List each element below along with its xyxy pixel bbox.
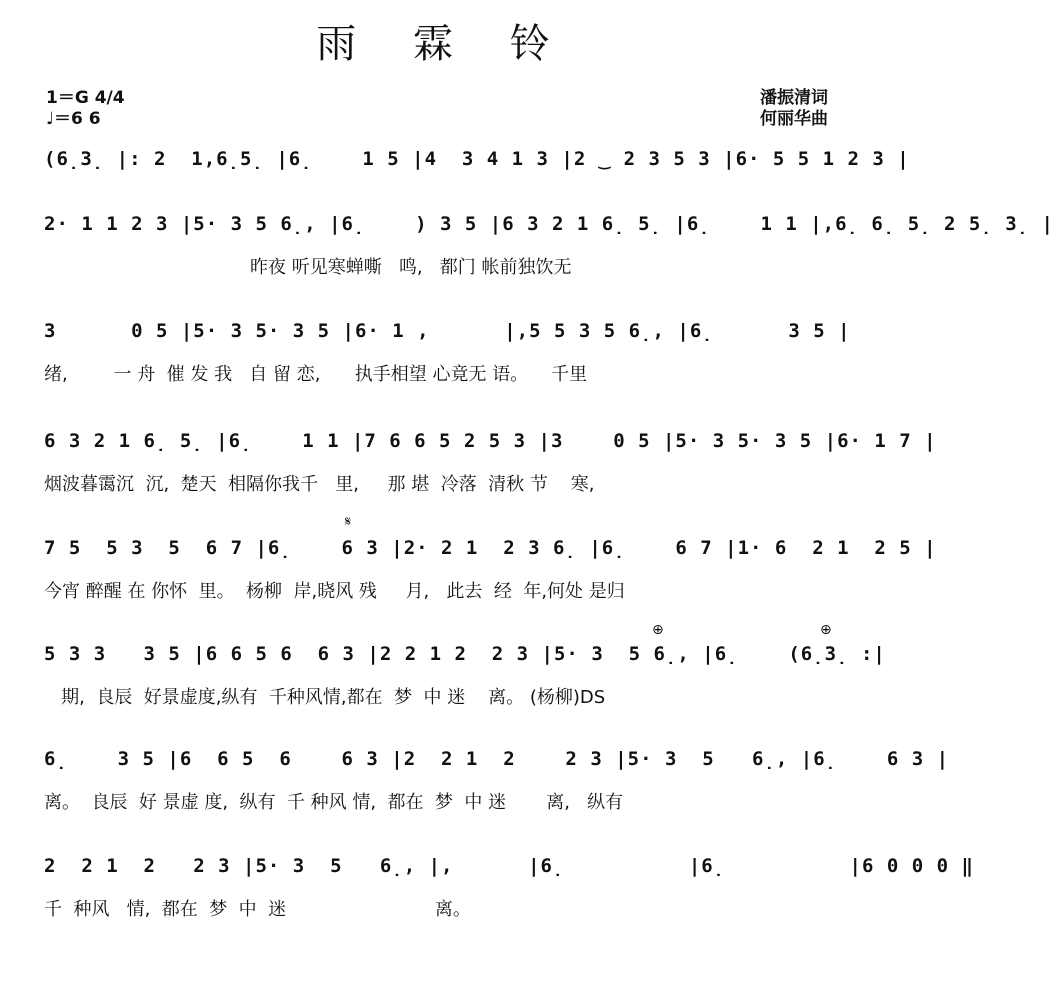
tempo-marking: ♩＝6 6: [46, 109, 101, 129]
lyric-line-6: 期, 良辰 好景虚度,纵有 千种风情,都在 梦 中 迷 离。 (杨柳)DS: [44, 687, 606, 708]
key-and-tempo: [46, 88, 125, 130]
notation-line-3: 3 0 5 |5· 3 5· 3 5 |6· 1 , |,5 5 3 5 6̣, |6̣ 3 5 |: [44, 320, 851, 342]
notation-line-8: 2 2 1 2 2 3 |5· 3 5 6̣, |, |6̣ |6̣ |6 0 0 0 ‖: [44, 855, 974, 877]
lyric-line-5: 今宵 醉醒 在 你怀 里。 杨柳 岸,晓风 残 月, 此去 经 年,何处 是归: [44, 581, 625, 602]
lyric-line-8: 千 种风 情, 都在 梦 中 迷 离。: [44, 899, 471, 920]
coda-mark-2: ⊕: [820, 622, 832, 638]
lyric-line-4: 烟波暮霭沉 沉, 楚天 相隔你我千 里, 那 堪 冷落 清秋 节 寒,: [44, 474, 595, 495]
composer: 何丽华曲: [760, 109, 828, 129]
notation-line-5: 7 5 5 3 5 6 7 |6̣ 6 3 |2· 2 1 2 3 6̣ |6̣ 6 7 |1· 6 2 1 2 5 |: [44, 537, 937, 559]
notation-line-4: 6 3 2 1 6̣ 5̣ |6̣ 1 1 |7 6 6 5 2 5 3 |3 0 5 |5· 3 5· 3 5 |6· 1 7 |: [44, 430, 937, 452]
segno-mark: 𝄋: [345, 514, 352, 530]
credits: [760, 88, 828, 130]
key-signature: 1＝G 4/4: [46, 88, 125, 108]
notation-line-7: 6̣ 3 5 |6 6 5 6 6 3 |2 2 1 2 2 3 |5· 3 5 6̣, |6̣ 6 3 |: [44, 748, 950, 770]
lyric-line-7: 离。 良辰 好 景虚 度, 纵有 千 种风 情, 都在 梦 中 迷 离, 纵有: [44, 792, 624, 813]
song-title: 雨 霖 铃: [316, 21, 572, 67]
lyric-line-2: 昨夜 听见寒蝉嘶 鸣, 都门 帐前独饮无: [44, 257, 572, 278]
coda-mark-1: ⊕: [652, 622, 664, 638]
lyricist: 潘振清词: [760, 88, 828, 108]
notation-line-6: 5 3 3 3 5 |6 6 5 6 6 3 |2 2 1 2 2 3 |5· 3 5 6̣, |6̣ (6̣3̣ :|: [44, 643, 886, 665]
lyric-line-3: 绪, 一 舟 催 发 我 自 留 恋, 执手相望 心竟无 语。 千里: [44, 364, 588, 385]
notation-line-1: (6̣3̣ |: 2 1,6̣5̣ |6̣ 1 5 |4 3 4 1 3 |2 ‿ 2 3 5 3 |6· 5 5 1 2 3 |: [44, 148, 910, 170]
notation-line-2: 2· 1 1 2 3 |5· 3 5 6̣, |6̣ ) 3 5 |6 3 2 1 6̣ 5̣ |6̣ 1 1 |,6̣ 6̣ 5̣ 2 5̣ 3̣ |: [44, 213, 1054, 235]
